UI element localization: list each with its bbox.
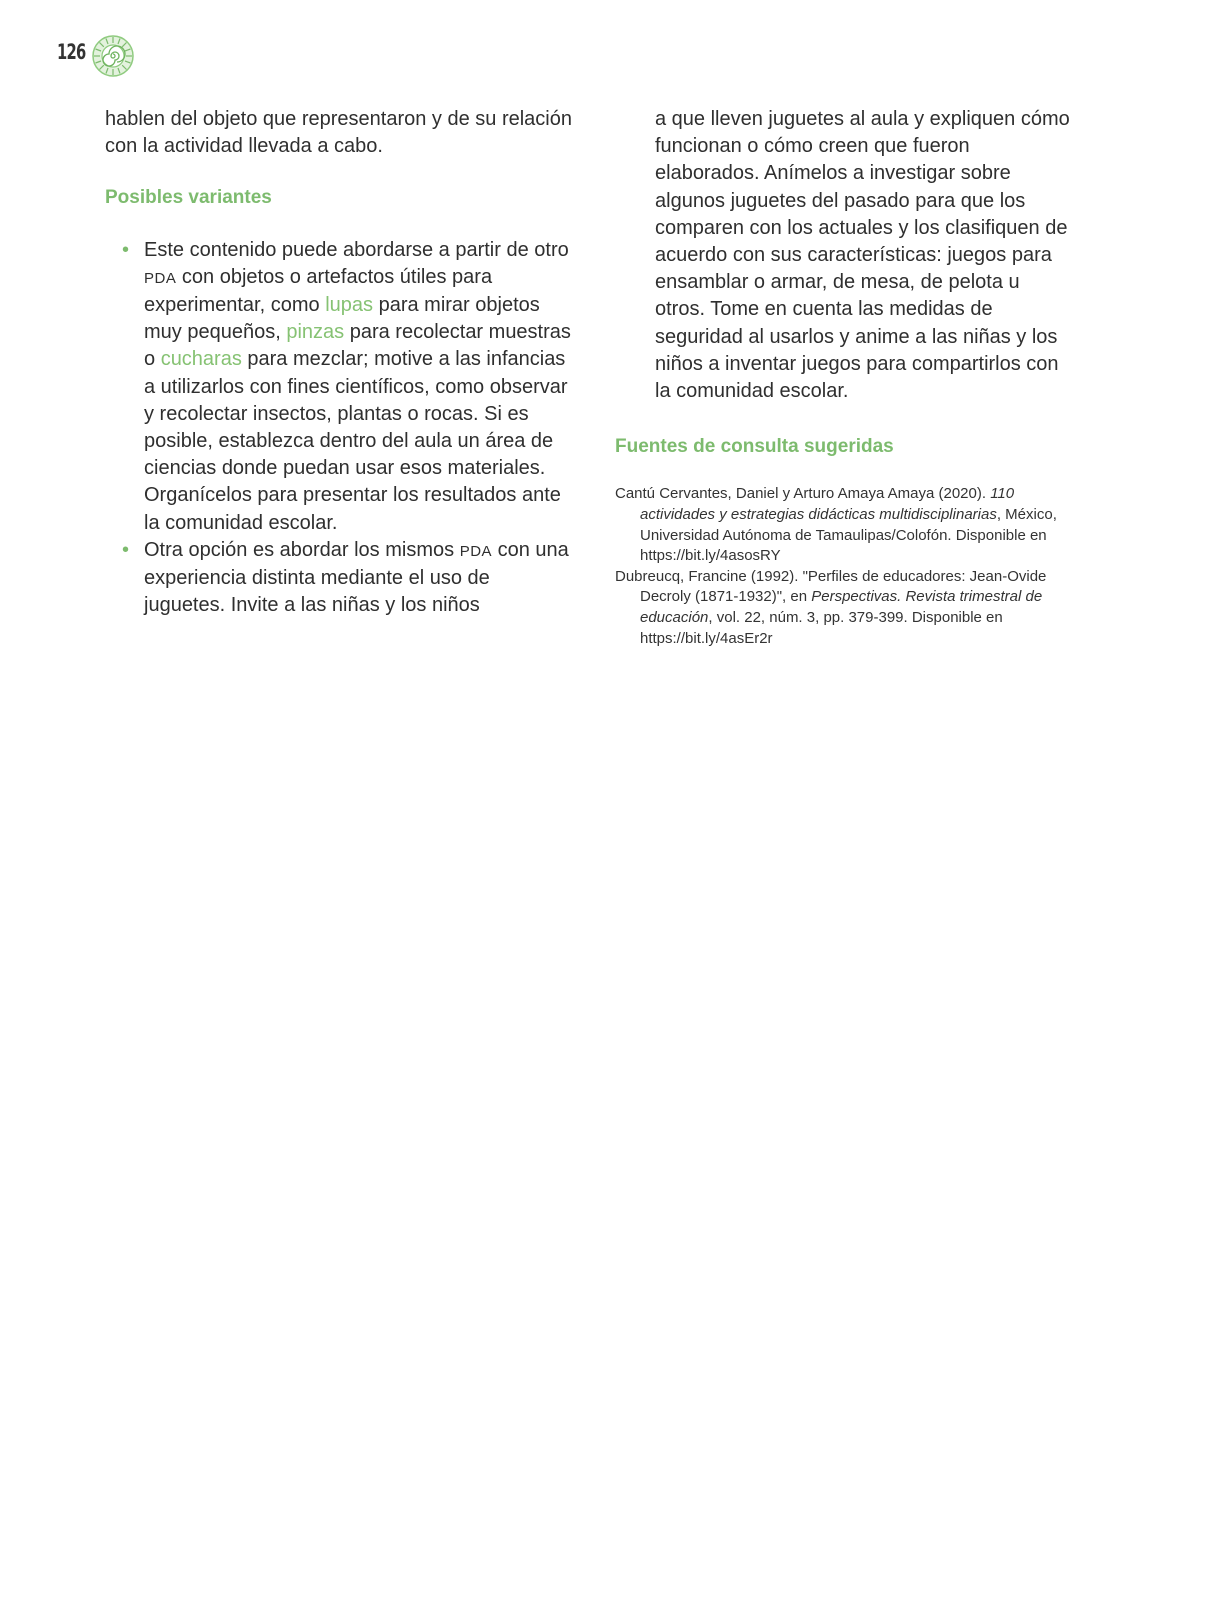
text: Este contenido puede abordarse a partir de otro — [144, 238, 569, 261]
pda-abbr: PDA — [459, 542, 493, 560]
text: , vol. 22, núm. 3, pp. 379-399. Disponible en https://bit.ly/4asEr2r — [640, 609, 1003, 647]
highlight-lupas: lupas — [325, 294, 374, 317]
text: Cantú Cervantes, Daniel y Arturo Amaya Amaya (2020). — [615, 485, 991, 503]
pda-abbr: PDA — [144, 269, 177, 287]
reference-item — [615, 484, 1075, 566]
text: para mezclar; motive a las infancias a utilizarlos con fines científicos, como observar y recolectar insectos, plantas o rocas. Si es posible, establezca dentro del aula un área de ciencias donde puedan usar esos materiales. Organícelos para presentar los resultados ante la comunidad escolar. — [144, 348, 568, 534]
text: para recolectar muestras o — [144, 321, 571, 371]
variants-list — [105, 237, 575, 620]
page-number: 126 — [57, 40, 86, 64]
reference-item — [615, 567, 1075, 649]
left-column — [105, 106, 575, 619]
bullet-icon: • — [122, 238, 130, 261]
text: Otra opción es abordar los mismos — [144, 538, 460, 561]
highlight-cucharas: cucharas — [160, 348, 242, 371]
continuation-paragraph: a que lleven juguetes al aula y expliquen cómo funcionan o cómo creen que fueron elaborados. Anímelos a investigar sobre algunos juguetes del pasado para que los comparen con los actuales y los clasifiquen de acuerdo con sus características: juegos para ensamblar o armar, de mesa, de pelota u otros. Tome en cuenta las medidas de seguridad al usarlos y anime a las niñas y los niños a inventar juegos para compartirlos con la comunidad escolar. — [655, 108, 1070, 403]
right-column — [615, 106, 1075, 649]
text: para mirar objetos muy pequeños, — [144, 294, 540, 344]
text: Dubreucq, Francine (1992). "Perfiles de educadores: Jean-Ovide Decroly (1871-1932)", en — [615, 567, 1047, 606]
section-heading-posibles-variantes: Posibles variantes — [105, 187, 272, 209]
text: con objetos o artefactos útiles para experimentar, como — [144, 265, 493, 317]
list-item — [122, 537, 575, 620]
green-spiral-emblem-icon — [92, 35, 134, 77]
section-heading-fuentes: Fuentes de consulta sugeridas — [615, 436, 894, 458]
list-item — [122, 237, 575, 537]
references-list — [615, 484, 1075, 649]
intro-paragraph: hablen del objeto que representaron y de su relación con la actividad llevada a cabo. — [105, 108, 572, 158]
reference-title: 110 actividades y estrategias didácticas multidisciplinarias — [640, 485, 1015, 524]
text: , México, Universidad Autónoma de Tamaulipas/Colofón. Disponible en https://bit.ly/4asosRY — [640, 506, 1057, 565]
highlight-pinzas: pinzas — [286, 321, 345, 344]
text: con una experiencia distinta mediante el uso de juguetes. Invite a las niñas y los niños — [144, 538, 569, 617]
bullet-icon: • — [122, 538, 130, 561]
reference-title: Perspectivas. Revista trimestral de educación — [640, 588, 1043, 626]
